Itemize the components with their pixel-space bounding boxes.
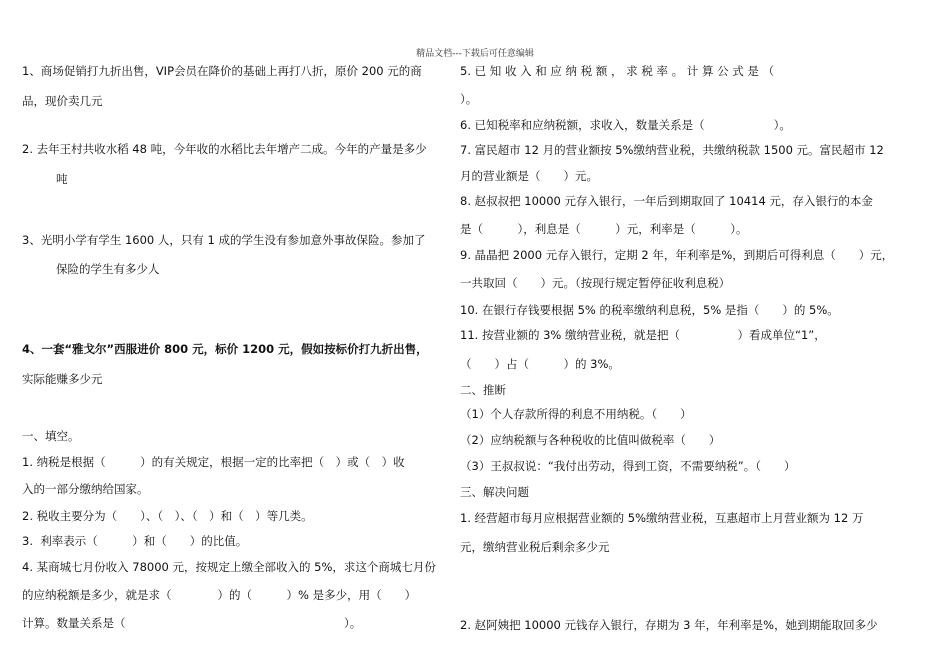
- section-judge-heading: 二、推断: [460, 383, 506, 397]
- solve-2: 2. 赵阿姨把 10000 元钱存入银行，存期为 3 年，年利率是%，她到期能取回多少: [460, 618, 878, 632]
- question-2-line-2: 吨: [56, 172, 68, 186]
- fill-8-line-1: 8. 赵叔叔把 10000 元存入银行，一年后到期取回了 10414 元，存入银行的本金: [460, 194, 873, 208]
- fill-11-line-2: （ ）占（ ）的 3%。: [460, 357, 620, 371]
- question-1-line-2: 品，现价卖几元: [22, 94, 103, 108]
- section-solve-heading: 三、解决问题: [460, 485, 529, 499]
- page-header: 精品文档---下载后可任意编辑: [416, 49, 534, 59]
- fill-5-line-1: 5. 已 知 收 入 和 应 纳 税 额 ， 求 税 率 。 计 算 公 式 是 （: [460, 64, 775, 78]
- question-3-line-2: 保险的学生有多少人: [56, 262, 160, 276]
- judge-3: （3）王叔叔说：“我付出劳动，得到工资，不需要纳税”。（ ）: [460, 459, 796, 473]
- question-3-line-1: 3、光明小学有学生 1600 人，只有 1 成的学生没有参加意外事故保险。参加了: [22, 233, 426, 247]
- solve-1-line-1: 1. 经营超市每月应根据营业额的 5%缴纳营业税，互惠超市上月营业额为 12 万: [460, 511, 864, 525]
- question-2-line-1: 2. 去年王村共收水稻 48 吨，今年收的水稻比去年增产二成。今年的产量是多少: [22, 142, 427, 156]
- fill-4-line-3: 计算。数量关系是（ ）。: [22, 616, 362, 630]
- fill-4-line-1: 4. 某商城七月份收入 78000 元，按规定上缴全部收入的 5%，求这个商城七月份: [22, 560, 436, 574]
- solve-1-line-2: 元，缴纳营业税后剩余多少元: [460, 540, 610, 554]
- fill-8-line-2: 是（ ），利息是（ ）元，利率是（ ）。: [460, 222, 748, 236]
- fill-2: 2. 税收主要分为（ ）、（ ）、（ ）和（ ）等几类。: [22, 509, 313, 523]
- fill-5-line-2: ）。: [460, 92, 478, 106]
- judge-1: （1）个人存款所得的利息不用纳税。（ ）: [460, 407, 692, 421]
- fill-7-line-1: 7. 富民超市 12 月的营业额按 5%缴纳营业税，共缴纳税款 1500 元。富民超市 12: [460, 143, 884, 157]
- fill-6: 6. 已知税率和应纳税额，求收入，数量关系是（ ）。: [460, 118, 791, 132]
- fill-9-line-2: 一共取回（ ）元。（按现行规定暂停征收利息税）: [460, 276, 731, 290]
- fill-9-line-1: 9. 晶晶把 2000 元存入银行，定期 2 年，年利率是%，到期后可得利息（ ）元，: [460, 248, 894, 262]
- fill-11-line-1: 11. 按营业额的 3% 缴纳营业税，就是把（ ）看成单位“1”，: [460, 328, 826, 342]
- fill-1-line-1: 1. 纳税是根据（ ）的有关规定，根据一定的比率把（ ）或（ ）收: [22, 455, 405, 469]
- question-1-line-1: 1、商场促销打九折出售，VIP会员在降价的基础上再打八折，原价 200 元的商: [22, 64, 422, 78]
- fill-3: 3. 利率表示（ ）和（ ）的比值。: [22, 534, 248, 548]
- question-4-line-1: 4、一套“雅戈尔”西服进价 800 元，标价 1200 元，假如按标价打九折出售，: [22, 342, 428, 356]
- judge-2: （2）应纳税额与各种税收的比值叫做税率（ ）: [460, 433, 721, 447]
- fill-4-line-2: 的应纳税额是多少，就是求（ ）的（ ）% 是多少，用（ ）: [22, 588, 417, 602]
- fill-1-line-2: 入的一部分缴纳给国家。: [22, 482, 149, 496]
- fill-7-line-2: 月的营业额是（ ）元。: [460, 169, 598, 183]
- section-fill-in-heading: 一、填空。: [22, 429, 80, 443]
- fill-10: 10. 在银行存钱要根据 5% 的税率缴纳利息税，5% 是指（ ）的 5%。: [460, 303, 839, 317]
- question-4-line-2: 实际能赚多少元: [22, 372, 103, 386]
